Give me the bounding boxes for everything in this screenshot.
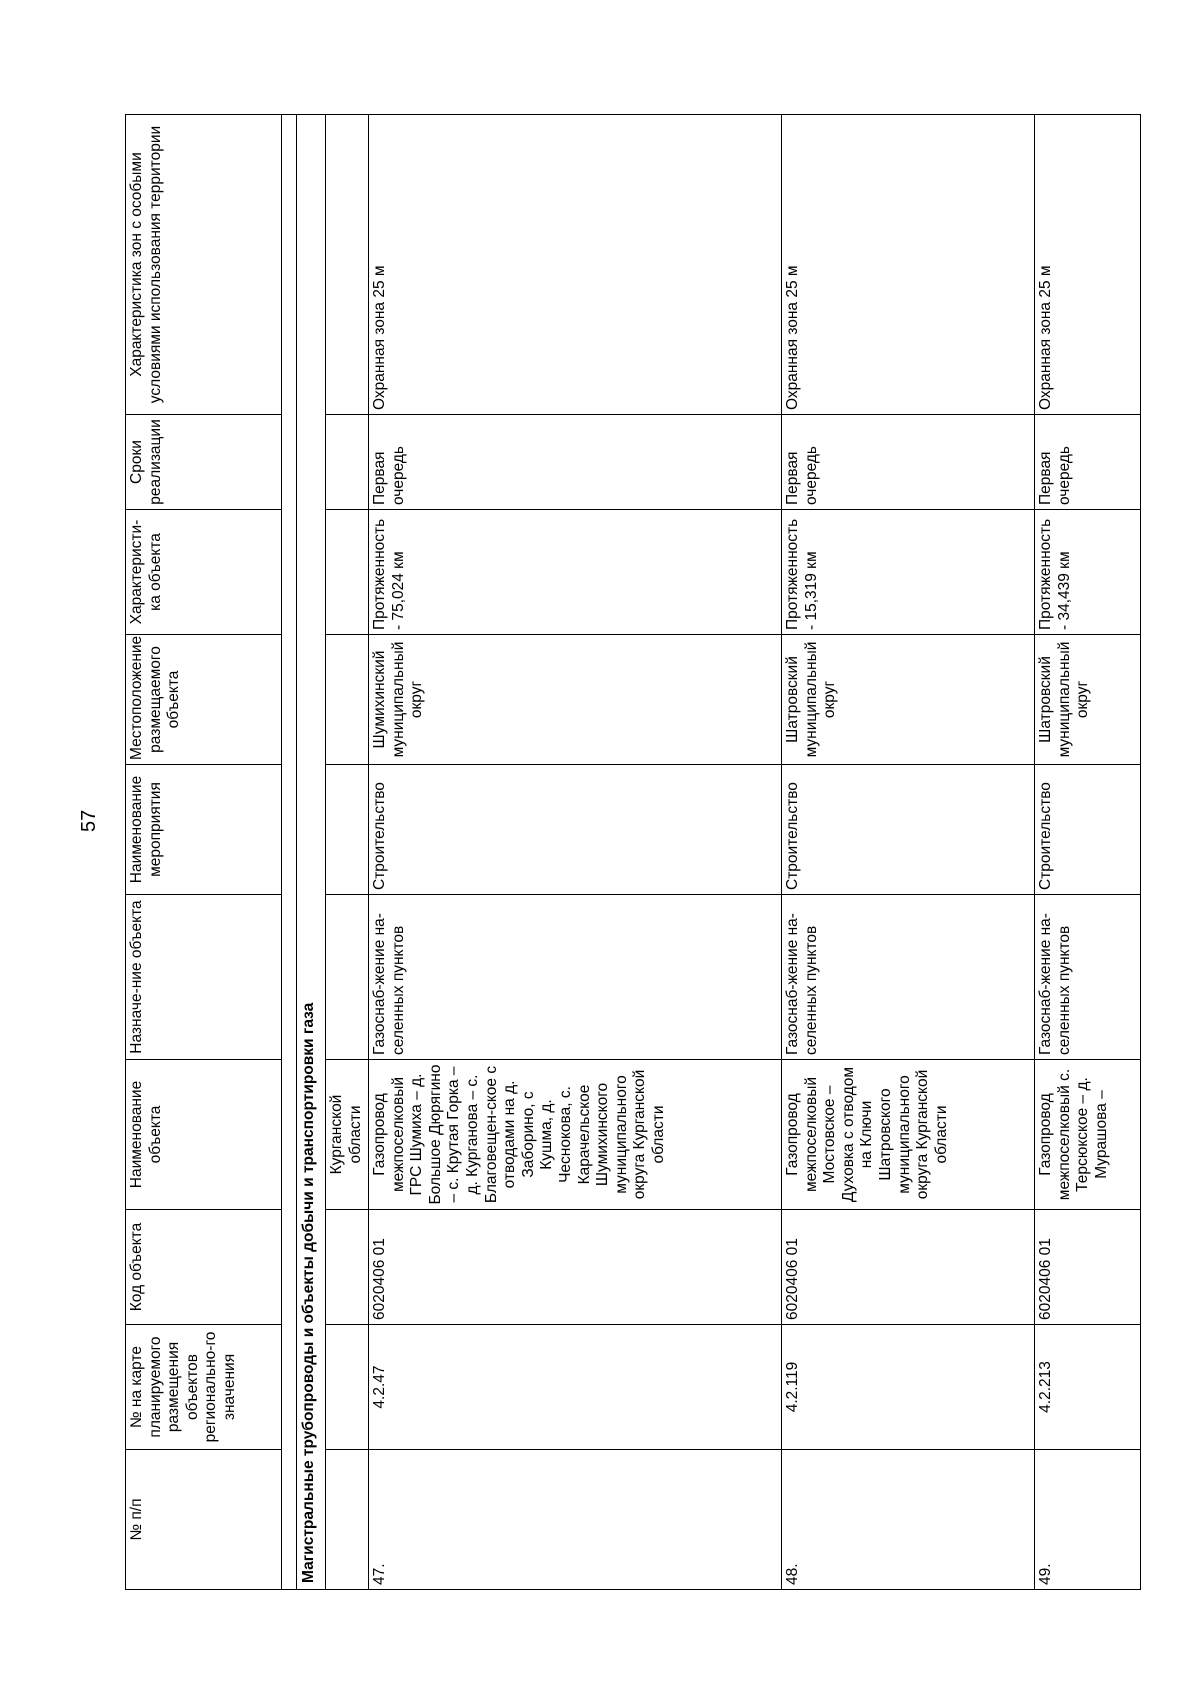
object-characteristic: Протяженность - 75,024 км: [369, 510, 782, 635]
table-row: [369, 115, 782, 1590]
header-cell: Сроки реализации: [126, 415, 282, 510]
header-cell: Код объекта: [126, 1210, 282, 1325]
action-name: Строительство: [1035, 765, 1141, 895]
object-purpose: Газоснаб-жение на-селенных пунктов: [369, 895, 782, 1060]
implementation-term: Первая очередь: [782, 415, 1035, 510]
region-label: Курганской области: [326, 1060, 369, 1210]
spacer-row: [282, 115, 297, 1590]
object-location: Шатровский муниципальный округ: [1035, 635, 1141, 765]
header-cell: Назначе-ние объекта: [126, 895, 282, 1060]
section-title: Магистральные трубопроводы и объекты добычи и транспортировки газа: [297, 115, 326, 1590]
map-number: 4.2.47: [369, 1325, 782, 1450]
implementation-term: Первая очередь: [1035, 415, 1141, 510]
zone-characteristic: Охранная зона 25 м: [782, 115, 1035, 415]
header-cell: Характеристика зон с особыми условиями использования территории: [126, 115, 282, 415]
header-cell: № на карте планируемого размещения объектов регионально-го значения: [126, 1325, 282, 1450]
map-number: 4.2.119: [782, 1325, 1035, 1450]
rotated-page: [125, 115, 1118, 1590]
table-row: [782, 115, 1035, 1590]
object-purpose: Газоснаб-жение на-селенных пунктов: [782, 895, 1035, 1060]
object-purpose: Газоснаб-жение на-селенных пунктов: [1035, 895, 1141, 1060]
zone-characteristic: Охранная зона 25 м: [1035, 115, 1141, 415]
zone-characteristic: Охранная зона 25 м: [369, 115, 782, 415]
header-cell: № п/п: [126, 1450, 282, 1590]
row-number: 48.: [782, 1450, 1035, 1590]
map-number: 4.2.213: [1035, 1325, 1141, 1450]
object-code: 6020406 01: [1035, 1210, 1141, 1325]
object-characteristic: Протяженность - 15,319 км: [782, 510, 1035, 635]
object-location: Шумихинский муниципальный округ: [369, 635, 782, 765]
header-cell: Характеристи-ка объекта: [126, 510, 282, 635]
table-header-row: [126, 115, 282, 1590]
page-number: 57: [78, 809, 100, 832]
table-row: [1035, 115, 1141, 1590]
header-cell: Наименование объекта: [126, 1060, 282, 1210]
action-name: Строительство: [369, 765, 782, 895]
object-characteristic: Протяженность - 34,439 км: [1035, 510, 1141, 635]
row-number: 47.: [369, 1450, 782, 1590]
object-name: Газопровод межпоселковый ГРС Шумиха – д. Большое Дюрягино – с. Крутая Горка – д. Курганова – с. Благовещен-ское с отводами на д. Заборино, с Кушма, д. Чеснокова, с. Карачельское Шумихинского муниципального округа Курганской области: [369, 1060, 782, 1210]
object-name: Газопровод межпоселковый с. Терсюкское – д. Мурашова –: [1035, 1060, 1141, 1210]
section-row: [297, 115, 326, 1590]
row-number: 49.: [1035, 1450, 1141, 1590]
region-row: [326, 115, 369, 1590]
object-code: 6020406 01: [369, 1210, 782, 1325]
action-name: Строительство: [782, 765, 1035, 895]
header-cell: Местоположение размещаемого объекта: [126, 635, 282, 765]
header-cell: Наименование мероприятия: [126, 765, 282, 895]
object-code: 6020406 01: [782, 1210, 1035, 1325]
implementation-term: Первая очередь: [369, 415, 782, 510]
object-location: Шатровский муниципальный округ: [782, 635, 1035, 765]
objects-table: [125, 114, 1141, 1590]
object-name: Газопровод межпоселковый Мостовское – Духовка с отводом на Ключи Шатровского муниципального округа Курганской области: [782, 1060, 1035, 1210]
